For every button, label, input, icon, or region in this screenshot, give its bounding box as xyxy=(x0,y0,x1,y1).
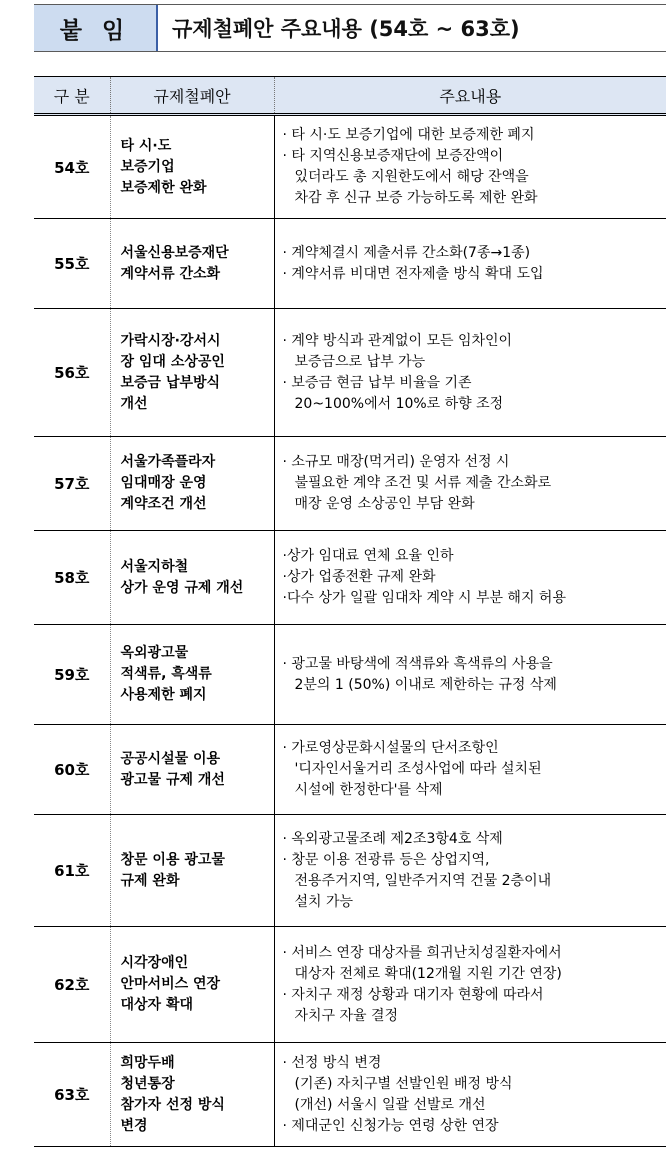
attachment-badge: 붙 임 xyxy=(34,5,158,51)
table-row xyxy=(34,531,666,625)
table-row xyxy=(34,219,666,309)
row-number: 59호 xyxy=(34,625,110,725)
table-row xyxy=(34,309,666,437)
row-number: 57호 xyxy=(34,437,110,531)
page-header xyxy=(34,4,666,52)
column-header-number: 구 분 xyxy=(34,77,110,115)
details-cell xyxy=(274,531,666,625)
row-number: 56호 xyxy=(34,309,110,437)
details-cell xyxy=(274,725,666,815)
detail-item: · 타 지역신용보증재단에 보증잔액이 있더라도 총 지원한도에서 해당 잔액을 차감 후 신규 보증 가능하도록 제한 완화 xyxy=(282,148,538,206)
detail-item: · 자치구 재정 상황과 대기자 현황에 따라서 자치구 자율 결정 xyxy=(282,986,544,1024)
regulation-name: 서울신용보증재단 계약서류 간소화 xyxy=(110,219,274,309)
detail-item: · 보증금 현금 납부 비율을 기존 20~100%에서 10%로 하향 조정 xyxy=(282,374,504,412)
details-cell xyxy=(274,625,666,725)
row-number: 60호 xyxy=(34,725,110,815)
table-row xyxy=(34,1043,666,1147)
row-number: 62호 xyxy=(34,927,110,1043)
detail-item: · 제대군인 신청가능 연령 상한 연장 xyxy=(282,1117,499,1134)
table-row xyxy=(34,115,666,219)
regulation-name: 창문 이용 광고물 규제 완화 xyxy=(110,815,274,927)
detail-item: · 선정 방식 변경 (기존) 자치구별 선발인원 배정 방식 (개선) 서울시 일괄 선발로 개선 xyxy=(282,1054,513,1113)
row-number: 63호 xyxy=(34,1043,110,1147)
regulation-table xyxy=(34,76,666,1147)
detail-item: · 타 시·도 보증기업에 대한 보증제한 폐지 xyxy=(282,127,535,143)
column-header-details: 주요내용 xyxy=(274,77,666,115)
details-cell xyxy=(274,437,666,531)
detail-item: · 계약체결시 제출서류 간소화(7종→1종) xyxy=(282,244,531,261)
details-cell xyxy=(274,815,666,927)
table-row xyxy=(34,625,666,725)
detail-item: · 계약서류 비대면 전자제출 방식 확대 도입 xyxy=(282,265,544,282)
column-header-regulation: 규제철폐안 xyxy=(110,77,274,115)
row-number: 58호 xyxy=(34,531,110,625)
regulation-name: 희망두배 청년통장 참가자 선정 방식 변경 xyxy=(110,1043,274,1147)
detail-item: ·상가 업종전환 규제 완화 xyxy=(282,569,436,585)
row-number: 54호 xyxy=(34,115,110,219)
table-row xyxy=(34,927,666,1043)
detail-item: ·상가 임대료 연체 요율 인하 xyxy=(282,548,454,564)
table-row xyxy=(34,725,666,815)
detail-item: · 옥외광고물조례 제2조3항4호 삭제 xyxy=(282,830,503,847)
regulation-name: 서울지하철 상가 운영 규제 개선 xyxy=(110,531,274,625)
details-cell xyxy=(274,309,666,437)
regulation-name: 옥외광고물 적색류, 흑색류 사용제한 폐지 xyxy=(110,625,274,725)
row-number: 61호 xyxy=(34,815,110,927)
regulation-name: 공공시설물 이용 광고물 규제 개선 xyxy=(110,725,274,815)
regulation-name: 서울가족플라자 임대매장 운영 계약조건 개선 xyxy=(110,437,274,531)
regulation-name: 가락시장·강서시 장 임대 소상공인 보증금 납부방식 개선 xyxy=(110,309,274,437)
table-header-row xyxy=(34,77,666,115)
detail-item: · 광고물 바탕색에 적색류와 흑색류의 사용을 2분의 1 (50%) 이내로 제한하는 규정 삭제 xyxy=(282,655,557,693)
row-number: 55호 xyxy=(34,219,110,309)
table-row xyxy=(34,815,666,927)
table-row xyxy=(34,437,666,531)
detail-item: · 서비스 연장 대상자를 희귀난치성질환자에서 대상자 전체로 확대(12개월 지원 기간 연장) xyxy=(282,944,562,982)
details-cell xyxy=(274,219,666,309)
details-cell xyxy=(274,1043,666,1147)
regulation-name: 타 시·도 보증기업 보증제한 완화 xyxy=(110,115,274,219)
details-cell xyxy=(274,927,666,1043)
detail-item: · 계약 방식과 관계없이 모든 임차인이 보증금으로 납부 가능 xyxy=(282,332,513,370)
detail-item: · 창문 이용 전광류 등은 상업지역, 전용주거지역, 일반주거지역 건물 2층이내 설치 가능 xyxy=(282,851,552,910)
detail-item: ·다수 상가 일괄 임대차 계약 시 부분 해지 허용 xyxy=(282,590,566,606)
regulation-name: 시각장애인 안마서비스 연장 대상자 확대 xyxy=(110,927,274,1043)
detail-item: · 소규모 매장(먹거리) 운영자 선정 시 불필요한 계약 조건 및 서류 제출 간소화로 매장 운영 소상공인 부담 완화 xyxy=(282,454,552,512)
page-title: 규제철폐안 주요내용 (54호 ~ 63호) xyxy=(172,17,520,41)
detail-item: · 가로영상문화시설물의 단서조항인 '디자인서울거리 조성사업에 따라 설치된 시설에 한정한다'를 삭제 xyxy=(282,740,542,798)
details-cell xyxy=(274,115,666,219)
